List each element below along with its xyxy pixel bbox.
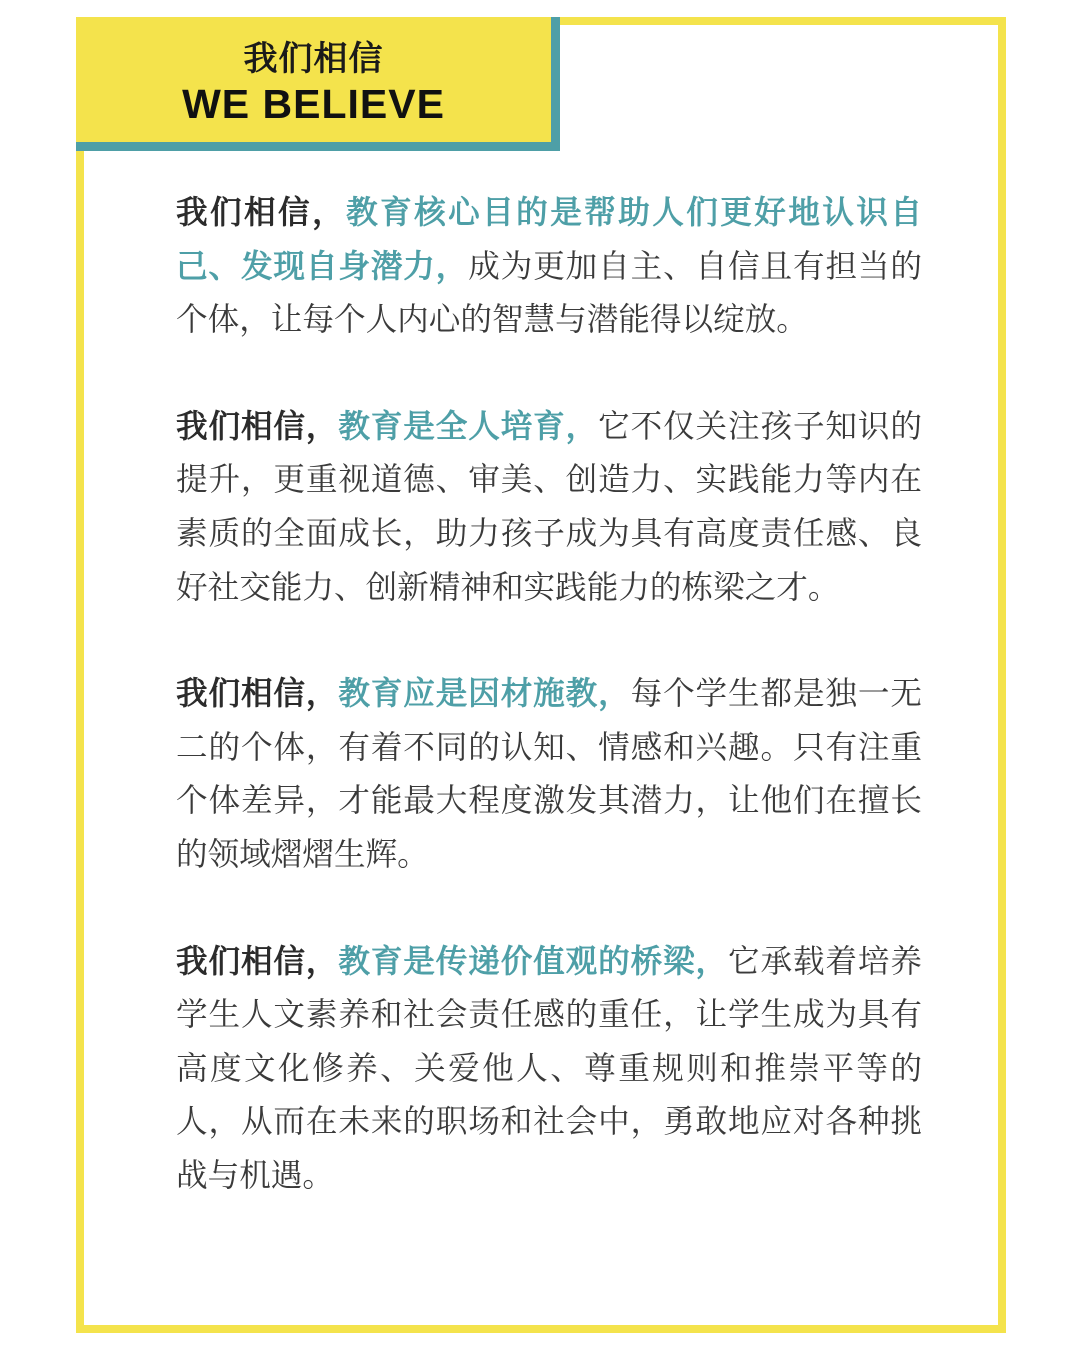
title-chinese: 我们相信: [243, 39, 384, 79]
belief-paragraph-2: [176, 401, 922, 615]
belief-lead: 我们相信，: [176, 943, 339, 980]
title-english: WE BELIEVE: [182, 81, 445, 127]
belief-paragraph-4: [176, 936, 922, 1204]
belief-list: [176, 187, 922, 1257]
belief-lead: 我们相信，: [176, 195, 347, 231]
belief-paragraph-1: [176, 187, 922, 348]
belief-lead: 我们相信，: [176, 676, 339, 713]
belief-paragraph-3: [176, 668, 922, 882]
belief-highlight: 教育是全人培育，: [338, 408, 599, 445]
title-banner: [76, 17, 560, 151]
belief-body: 它不仅关注孩子知识的提升，更重视道德、审美、创造力、实践能力等内在素质的全面成长，助力孩子成为具有高度责任感、良好社交能力、创新精神和实践能力的栋梁之才。: [176, 408, 922, 606]
belief-highlight: 教育核心目的是帮助人们更好地认识自己、发现自身潜力，: [176, 195, 922, 285]
belief-body: 它承载着培养学生人文素养和社会责任感的重任，让学生成为具有高度文化修养、关爱他人、尊重规则和推崇平等的人，从而在未来的职场和社会中，勇敢地应对各种挑战与机遇。: [176, 943, 922, 1194]
belief-body: 成为更加自主、自信且有担当的个体，让每个人内心的智慧与潜能得以绽放。: [176, 248, 922, 339]
belief-highlight: 教育应是因材施教，: [338, 676, 631, 713]
belief-body: 每个学生都是独一无二的个体，有着不同的认知、情感和兴趣。只有注重个体差异，才能最大程度激发其潜力，让他们在擅长的领域熠熠生辉。: [176, 676, 922, 873]
belief-highlight: 教育是传递价值观的桥梁，: [338, 943, 729, 980]
belief-lead: 我们相信，: [176, 408, 339, 445]
